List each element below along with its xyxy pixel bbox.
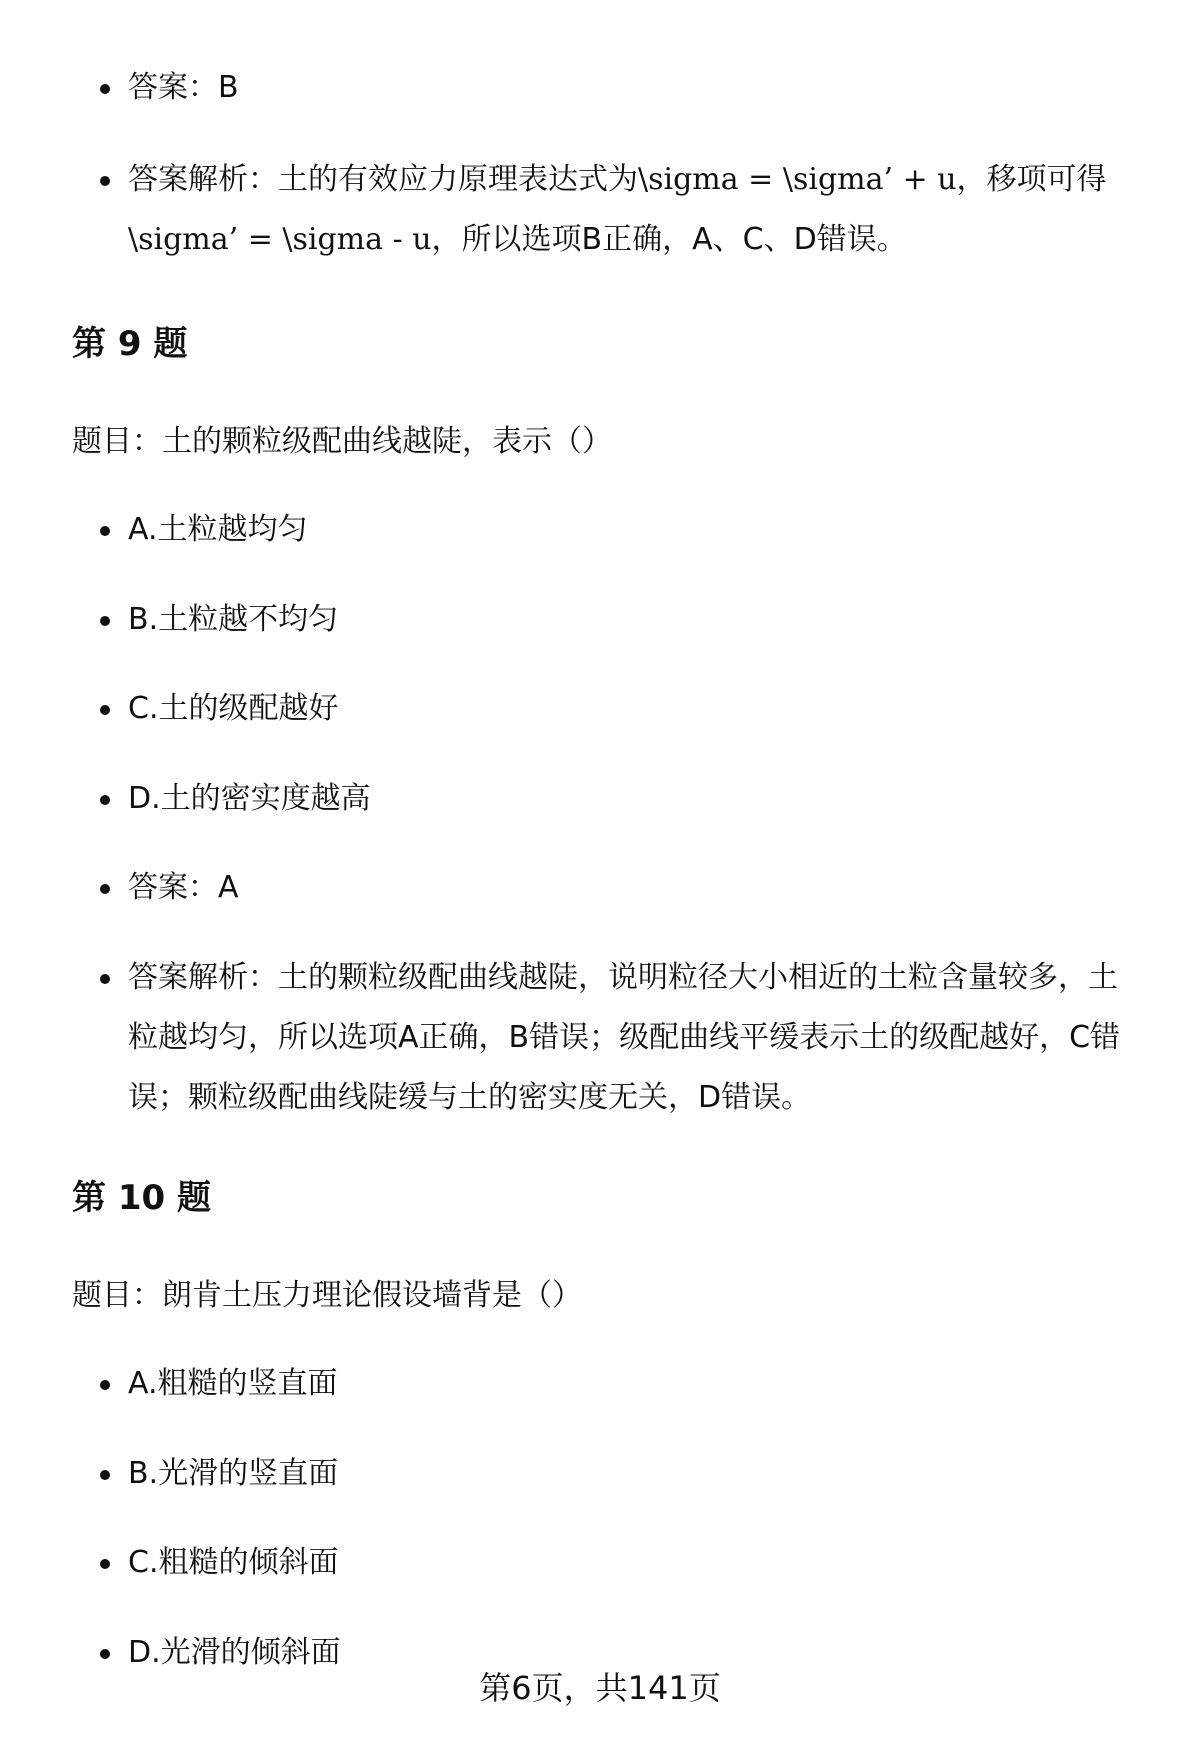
q10-question: 题目：朗肯土压力理论假设墙背是（） [72,1278,582,1313]
q10-option-c: C.粗糙的倾斜面 [128,1533,1138,1593]
q8-analysis-text-3: ，所以选项B正确，A、C、D错误。 [431,222,907,257]
q10-heading: 第 10 题 [72,1178,211,1218]
q9-heading: 第 9 题 [72,324,188,364]
q9-question: 题目：土的颗粒级配曲线越陡，表示（） [72,424,612,459]
q8-analysis [128,150,1138,270]
q8-formula-2: \sigma’ = \sigma - u [128,222,432,257]
q9-answer: 答案：A [128,858,1138,918]
q10-option-d: D.光滑的倾斜面 [128,1623,1138,1683]
page-footer: 第6页，共141页 [479,1669,721,1707]
q9-option-c: C.土的级配越好 [128,679,1138,739]
q10-option-b: B.光滑的竖直面 [128,1444,1138,1504]
q9-option-d: D.土的密实度越高 [128,769,1138,829]
q9-option-b: B.土粒越不均匀 [128,590,1138,650]
q9-analysis: 答案解析：土的颗粒级配曲线越陡，说明粒径大小相近的土粒含量较多，土粒越均匀，所以选项A正确，B错误；级配曲线平缓表示土的级配越好，C错误；颗粒级配曲线陡缓与土的密实度无关，D错误。 [128,948,1138,1128]
q8-formula-1: \sigma = \sigma’ + u [638,162,957,197]
q10-option-a: A.粗糙的竖直面 [128,1354,1138,1414]
q8-answer: 答案：B [128,58,1138,118]
q8-analysis-text-1: 答案解析：土的有效应力原理表达式为 [128,162,638,197]
q8-analysis-text-2: ，移项可得 [956,162,1107,197]
q9-option-a: A.土粒越均匀 [128,500,1138,560]
